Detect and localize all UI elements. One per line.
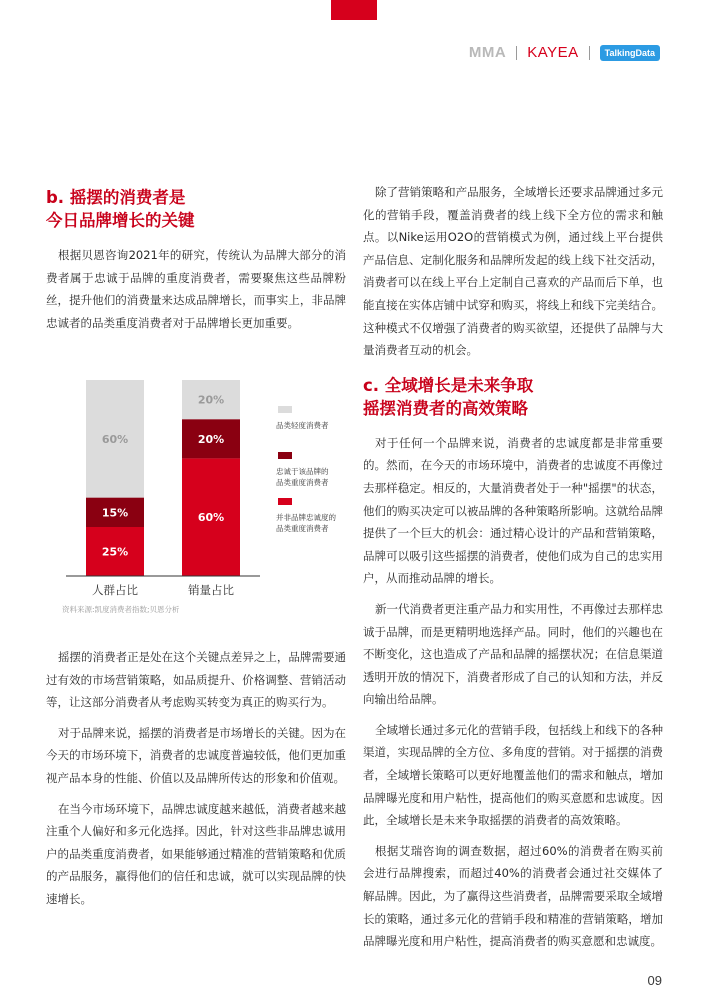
bar-value-label: 25%: [101, 545, 129, 559]
legend-label: 品类重度消费者: [276, 478, 329, 487]
logo-divider: [589, 46, 590, 60]
x-tick-label: 销量占比: [188, 583, 234, 597]
paragraph: 在当今市场环境下，品牌忠诚度越来越低，消费者越来越注重个人偏好和多元化选择。因此，针对这些非品牌忠诚用户的品类重度消费者，如果能够通过精准的营销策略和优质的产品服务，赢得他们的信任和忠诚，就可以实现品牌的快速增长。: [46, 801, 346, 906]
right-column: [363, 181, 663, 961]
partner-logos: [469, 44, 660, 61]
paragraph: 除了营销策略和产品服务，全域增长还要求品牌通过多元化的营销手段，覆盖消费者的线上线下全方位的需求和触点。以Nike运用O2O的营销模式为例，通过线上平台提供产品信息、定制化服务和品牌所发起的线上线下社交活动，消费者可以在线上平台上定制自己喜欢的产品而后下单，也能直接在实体店铺中试穿和购买，将线上和线下完美结合。这种模式不仅增强了消费者的购买欲望，还提供了品牌与大量消费者互动的机会。: [363, 185, 663, 358]
bar-value-label: 15%: [101, 506, 129, 520]
bar-value-label: 60%: [101, 432, 129, 446]
chart-source-note: 资料来源:凯度消费者指数;贝恩分析: [62, 605, 180, 614]
left-column-lower: [46, 646, 346, 919]
page-number: 09: [647, 973, 662, 988]
legend-label: 品类轻度消费者: [276, 421, 329, 430]
paragraph: 根据艾瑞咨询的调查数据，超过60%的消费者在购买前会进行品牌搜索，而超过40%的消费者会通过社交媒体了解品牌。因此，为了赢得这些消费者，品牌需要采取全域增长的策略，通过多元化的营销手段和精准的营销策略，增加品牌曝光度和用户粘性，提高消费者的购买意愿和忠诚度。: [363, 843, 663, 949]
bar-value-label: 60%: [197, 511, 225, 525]
bar-value-label: 20%: [197, 432, 225, 446]
logo-divider: [516, 46, 517, 60]
paragraph: 摇摆的消费者正是处在这个关键点差异之上，品牌需要通过有效的市场营销策略，如品质提升、价格调整、营销活动等，让这部分消费者从考虑购买转变为真正的购买行为。: [46, 650, 346, 710]
legend-label: 品类重度消费者: [276, 524, 329, 533]
stacked-bar-chart: [46, 376, 346, 626]
x-tick-label: 人群占比: [92, 583, 138, 597]
paragraph: 全域增长通过多元化的营销手段，包括线上和线下的各种渠道，实现品牌的全方位、多角度的营销。对于摇摆的消费者，全域增长策略可以更好地覆盖他们的需求和触点，增加品牌曝光度和用户粘性，提高他们的购买意愿和忠诚度。因此，全域增长是未来争取摇摆的消费者的高效策略。: [363, 722, 663, 828]
left-column: [46, 186, 346, 342]
section-c-heading: c. 全域增长是未来争取 摇摆消费者的高效策略: [363, 375, 534, 418]
legend-swatch: [278, 406, 292, 413]
red-corner-tab: [331, 0, 377, 20]
kayea-logo: KAYEA: [527, 44, 579, 61]
talkingdata-logo: TalkingData: [600, 45, 660, 61]
section-b-heading: b. 摇摆的消费者是 今日品牌增长的关键: [46, 188, 195, 230]
legend-label: 并非品牌忠诚度的: [276, 513, 336, 522]
paragraph: 新一代消费者更注重产品力和实用性，不再像过去那样忠诚于品牌，而是更精明地选择产品。同时，他们的兴趣也在不断变化，这也造成了产品和品牌的摇摆状况；在信息渠道透明开放的情况下，消费者形成了自己的认知和方法，并反向输出给品牌。: [363, 601, 663, 707]
bar-value-label: 20%: [197, 393, 225, 407]
legend-swatch: [278, 498, 292, 505]
mma-logo: MMA: [468, 44, 507, 61]
paragraph: 根据贝恩咨询2021年的研究，传统认为品牌大部分的消费者属于忠诚于品牌的重度消费者，需要聚焦这些品牌粉丝，提升他们的消费量来达成品牌增长，而事实上，非品牌忠诚者的品类重度消费者对于品牌增长更加重要。: [46, 248, 346, 330]
paragraph: 对于品牌来说，摇摆的消费者是市场增长的关键。因为在今天的市场环境下，消费者的忠诚度普遍较低，他们更加重视产品本身的性能、价值以及品牌所传达的形象和价值观。: [46, 725, 346, 785]
paragraph: 对于任何一个品牌来说，消费者的忠诚度都是非常重要的。然而，在今天的市场环境中，消费者的忠诚度不再像过去那样稳定。相反的，大量消费者处于一种"摇摆"的状态，他们的购买决定可以被品牌的各种策略所影响。这就给品牌提供了一个巨大的机会：通过精心设计的产品和营销策略，品牌可以吸引这些摇摆的消费者，使他们成为自己的忠实用户，从而推动品牌的增长。: [363, 435, 663, 586]
consumer-share-chart: [46, 376, 346, 626]
legend-label: 忠诚于该品牌的: [276, 467, 329, 476]
legend-swatch: [278, 452, 292, 459]
